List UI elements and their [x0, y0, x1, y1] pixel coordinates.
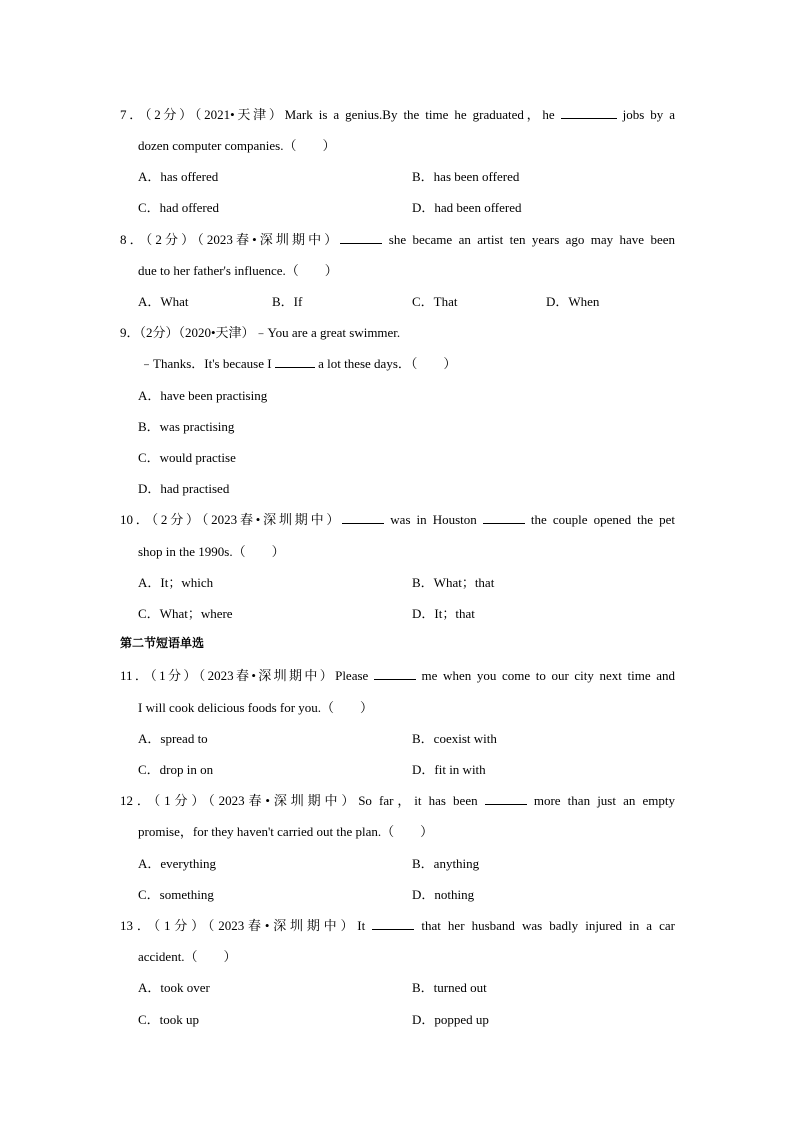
answer-blank	[374, 668, 416, 680]
question-text: ﹣Thanks．It's because I	[140, 356, 275, 371]
question-text: the couple opened the pet	[524, 512, 675, 527]
question-8-stem-cont: due to her father's influence.（ ）	[138, 263, 338, 278]
option-b[interactable]: B．turned out	[412, 980, 487, 995]
answer-blank	[372, 918, 414, 930]
option-c[interactable]: C．took up	[138, 1012, 200, 1027]
option-c[interactable]: C．What；where	[138, 606, 233, 621]
option-b[interactable]: B．was practising	[138, 419, 235, 434]
option-d[interactable]: D．had been offered	[412, 200, 522, 215]
question-text: 10．（2分）（2023春•深圳期中）	[120, 512, 343, 527]
option-b[interactable]: B．What；that	[412, 575, 495, 590]
option-c[interactable]: C．That	[412, 294, 458, 309]
section-heading: 第二节短语单选	[120, 636, 205, 650]
question-9-stem: 9．（2分）（2020•天津）﹣You are a great swimmer.	[120, 325, 401, 340]
question-text: a lot these days．（ ）	[314, 356, 457, 371]
option-a[interactable]: A．has offered	[138, 169, 219, 184]
question-12-stem-cont: promise，for they haven't carried out the plan.（ ）	[138, 824, 434, 839]
question-13-stem-cont: accident.（ ）	[138, 949, 237, 964]
question-text: that her husband was badly injured in a car	[414, 918, 675, 933]
question-13-stem	[120, 915, 675, 934]
option-a[interactable]: A．It；which	[138, 575, 214, 590]
answer-blank	[485, 793, 527, 805]
question-10-stem	[120, 509, 675, 528]
question-text: 13．（1分）（2023春•深圳期中）It	[120, 918, 373, 933]
question-text: 12．（1分）（2023春•深圳期中）So far，it has been	[120, 793, 485, 808]
option-b[interactable]: B．If	[272, 294, 303, 309]
option-d[interactable]: D．fit in with	[412, 762, 486, 777]
question-text: 11．（1分）（2023春•深圳期中）Please	[120, 668, 374, 683]
option-b[interactable]: B．has been offered	[412, 169, 520, 184]
answer-blank	[340, 232, 382, 244]
question-8-stem	[120, 229, 675, 248]
question-text: jobs by a	[616, 107, 675, 122]
question-9-stem-cont	[140, 353, 677, 372]
answer-blank	[561, 107, 617, 119]
option-d[interactable]: D．nothing	[412, 887, 475, 902]
question-text: was in Houston	[384, 512, 483, 527]
option-a[interactable]: A．spread to	[138, 731, 208, 746]
question-7-stem	[120, 104, 675, 123]
question-11-stem-cont: I will cook delicious foods for you.（ ）	[138, 700, 374, 715]
option-d[interactable]: D．It；that	[412, 606, 475, 621]
option-d[interactable]: D．When	[546, 294, 600, 309]
answer-blank	[483, 512, 525, 524]
option-a[interactable]: A．everything	[138, 856, 216, 871]
option-d[interactable]: D．popped up	[412, 1012, 489, 1027]
question-text: she became an artist ten years ago may have been	[382, 232, 675, 247]
question-text: me when you come to our city next time and	[415, 668, 676, 683]
question-text: more than just an empty	[526, 793, 675, 808]
answer-blank	[275, 356, 315, 368]
question-text: 8．（2分）（2023春•深圳期中）	[120, 232, 341, 247]
option-b[interactable]: B．anything	[412, 856, 480, 871]
question-12-stem	[120, 790, 675, 809]
question-7-stem-cont: dozen computer companies.（ ）	[138, 138, 336, 153]
question-text: 7．（2分）（2021•天津）Mark is a genius.By the time he graduated，he	[120, 107, 561, 122]
option-a[interactable]: A．What	[138, 294, 189, 309]
option-c[interactable]: C．drop in on	[138, 762, 214, 777]
option-a[interactable]: A．took over	[138, 980, 210, 995]
option-d[interactable]: D．had practised	[138, 481, 230, 496]
option-c[interactable]: C．something	[138, 887, 214, 902]
question-11-stem	[120, 665, 675, 684]
question-10-stem-cont: shop in the 1990s.（ ）	[138, 544, 285, 559]
option-b[interactable]: B．coexist with	[412, 731, 497, 746]
option-a[interactable]: A．have been practising	[138, 388, 268, 403]
option-c[interactable]: C．had offered	[138, 200, 219, 215]
option-c[interactable]: C．would practise	[138, 450, 236, 465]
answer-blank	[342, 512, 384, 524]
